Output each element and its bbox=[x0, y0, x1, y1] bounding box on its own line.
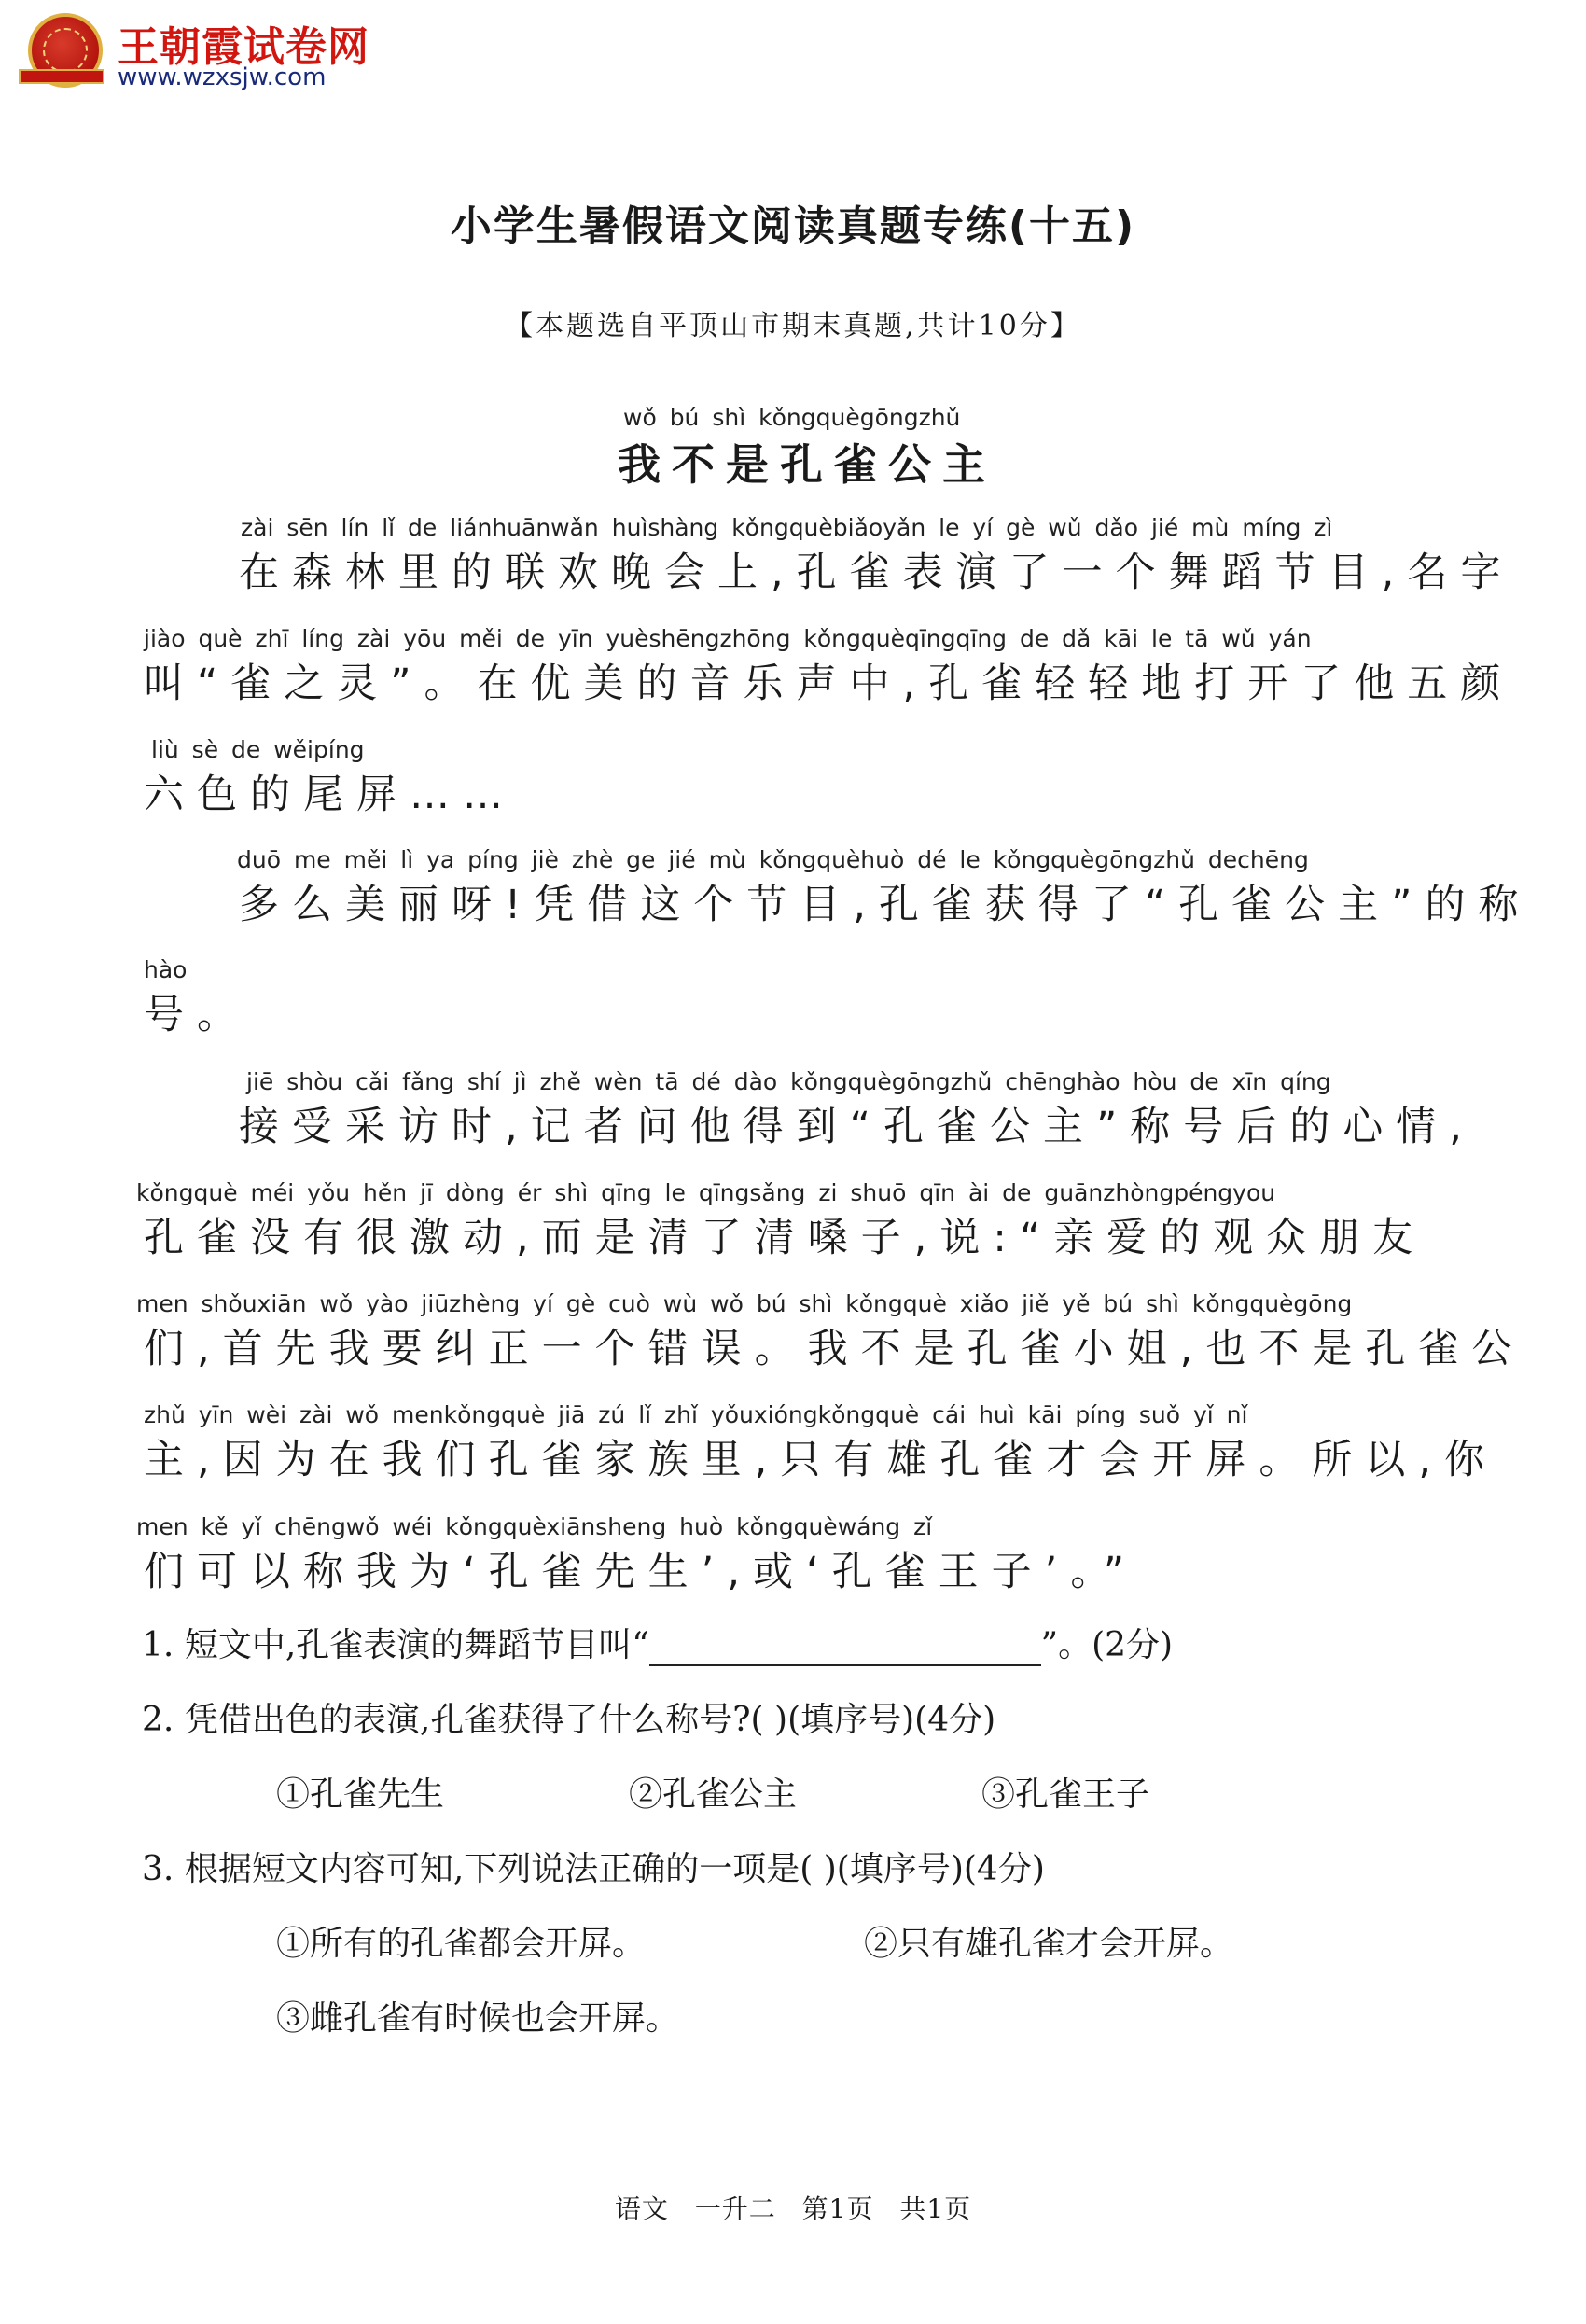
question-1-number: 1. bbox=[142, 1626, 174, 1664]
text-line-7: 孔雀没有很激动,而是清了清嗓子,说:“亲爱的观众朋友 bbox=[144, 1215, 1426, 1261]
pinyin-line-1: zài sēn lín lǐ de liánhuānwǎn huìshàng kǒngquèbiǎoyǎn le yí gè wǔ dǎo jié mù míng zì bbox=[241, 514, 1333, 541]
text-line-4: 多么美丽呀!凭借这个节目,孔雀获得了“孔雀公主”的称 bbox=[239, 882, 1532, 928]
question-1-end: ”。(2分) bbox=[1040, 1626, 1174, 1664]
question-2-option-2: ②孔雀公主 bbox=[629, 1775, 798, 1814]
text-line-1: 在森林里的联欢晚会上,孔雀表演了一个舞蹈节目,名字 bbox=[239, 550, 1514, 596]
page-title: 小学生暑假语文阅读真题专练(十五) bbox=[450, 202, 1136, 250]
question-2-text: 凭借出色的表演,孔雀获得了什么称号?( )(填序号)(4分) bbox=[184, 1701, 996, 1739]
pinyin-line-2: jiào què zhī líng zài yōu měi de yīn yuèshēngzhōng kǒngquèqīngqīng de dǎ kāi le tā wǔ yán bbox=[144, 625, 1312, 652]
question-3-text: 根据短文内容可知,下列说法正确的一项是( )(填序号)(4分) bbox=[184, 1850, 1045, 1888]
logo-name: 王朝霞试卷网 bbox=[118, 23, 369, 71]
question-2-option-1: ①孔雀先生 bbox=[276, 1775, 445, 1814]
question-2-number: 2. bbox=[142, 1701, 174, 1739]
pinyin-line-9: zhǔ yīn wèi zài wǒ menkǒngquè jiā zú lǐ zhǐ yǒuxióngkǒngquè cái huì kāi píng suǒ yǐ nǐ bbox=[144, 1401, 1248, 1428]
story-title-pinyin: wǒ bú shì kǒngquègōngzhǔ bbox=[623, 404, 961, 431]
question-3 bbox=[142, 1843, 1045, 1890]
pinyin-line-10: men kě yǐ chēngwǒ wéi kǒngquèxiānsheng huò kǒngquèwáng zǐ bbox=[136, 1513, 933, 1540]
text-line-6: 接受采访时,记者问他得到“孔雀公主”称号后的心情, bbox=[239, 1104, 1475, 1150]
pinyin-line-6: jiē shòu cǎi fǎng shí jì zhě wèn tā dé dào kǒngquègōngzhǔ chēnghào hòu de xīn qíng bbox=[246, 1068, 1331, 1095]
story-title: 我不是孔雀公主 bbox=[618, 439, 996, 490]
pinyin-line-3: liù sè de wěipíng bbox=[151, 736, 365, 763]
pinyin-line-7: kǒngquè méi yǒu hěn jī dòng ér shì qīng le qīngsǎng zi shuō qīn ài de guānzhòngpéngyou bbox=[136, 1179, 1276, 1206]
question-1-answer-blank[interactable] bbox=[649, 1633, 1041, 1666]
text-line-3: 六色的尾屏…… bbox=[144, 772, 516, 818]
pinyin-line-4: duō me měi lì ya píng jiè zhè ge jié mù kǒngquèhuò dé le kǒngquègōngzhǔ dechēng bbox=[237, 846, 1309, 873]
text-line-9: 主,因为在我们孔雀家族里,只有雄孔雀才会开屏。所以,你 bbox=[144, 1437, 1498, 1483]
question-3-option-3: ③雌孔雀有时候也会开屏。 bbox=[276, 1999, 680, 2038]
question-1-text: 短文中,孔雀表演的舞蹈节目叫“ bbox=[184, 1626, 649, 1664]
question-1 bbox=[142, 1619, 1173, 1666]
text-line-2: 叫“雀之灵”。在优美的音乐声中,孔雀轻轻地打开了他五颜 bbox=[144, 661, 1514, 707]
question-2-option-3: ③孔雀王子 bbox=[981, 1775, 1150, 1814]
logo-url: www.wzxsjw.com bbox=[118, 63, 327, 91]
question-3-option-2: ②只有雄孔雀才会开屏。 bbox=[864, 1925, 1234, 1963]
question-3-number: 3. bbox=[142, 1850, 174, 1888]
page-footer: 语文 一升二 第1页 共1页 bbox=[614, 2193, 972, 2224]
text-line-8: 们,首先我要纠正一个错误。我不是孔雀小姐,也不是孔雀公 bbox=[144, 1326, 1525, 1372]
pinyin-line-5: hào bbox=[144, 956, 188, 983]
page-subtitle: 【本题选自平顶山市期末真题,共计10分】 bbox=[505, 310, 1081, 342]
text-line-10: 们可以称我为‘孔雀先生’,或‘孔雀王子’。” bbox=[144, 1549, 1138, 1595]
pinyin-line-8: men shǒuxiān wǒ yào jiūzhèng yí gè cuò wù wǒ bú shì kǒngquè xiǎo jiě yě bú shì kǒngquègōng bbox=[136, 1290, 1353, 1317]
question-2 bbox=[142, 1693, 995, 1741]
text-line-5: 号。 bbox=[144, 992, 250, 1038]
logo-ribbon-icon bbox=[19, 69, 104, 84]
site-logo bbox=[24, 11, 397, 97]
question-3-option-1: ①所有的孔雀都会开屏。 bbox=[276, 1925, 647, 1963]
